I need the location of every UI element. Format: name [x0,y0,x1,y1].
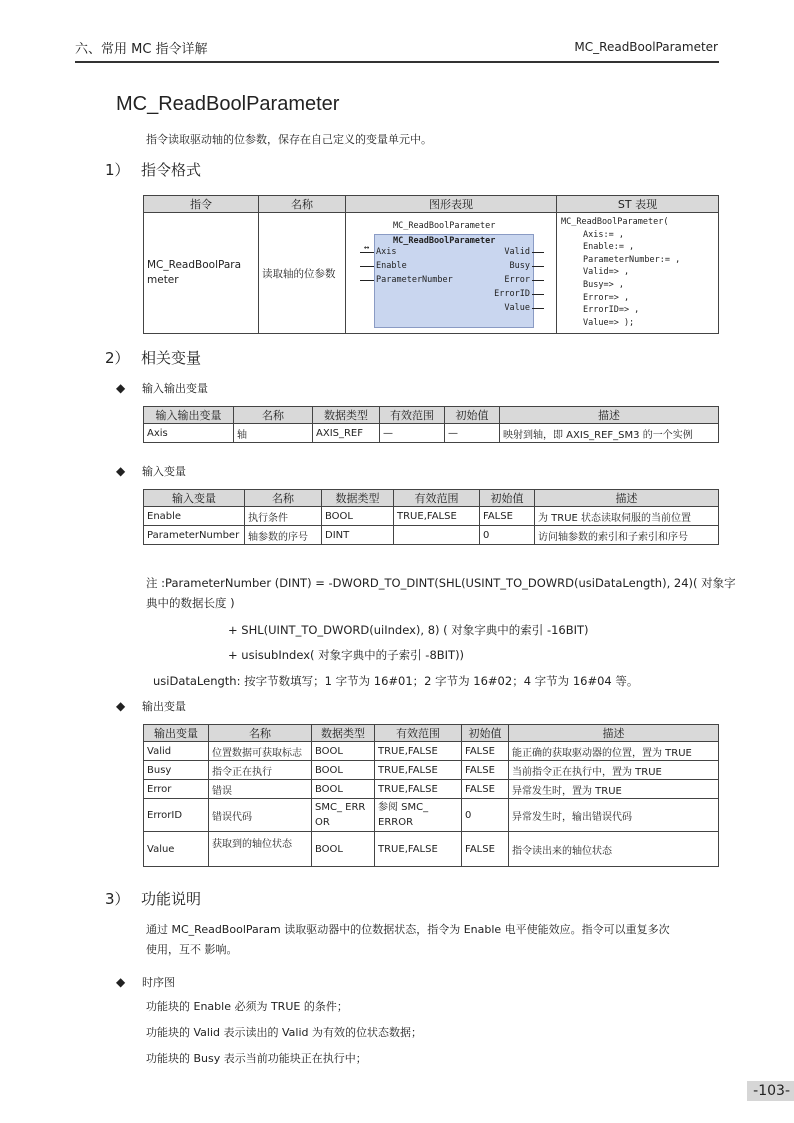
table-cell: 异常发生时，输出错误代码 [509,799,719,832]
col-header: 输出变量 [144,725,209,742]
col-header: 名称 [259,196,346,213]
col-header: 输入变量 [144,490,245,507]
table-cell: FALSE [480,507,535,526]
table-cell: 异常发生时，置为 TRUE [509,780,719,799]
name-cell: 读取轴的位参数 [259,213,346,334]
table-cell: 获取到的轴位状态 [209,832,312,867]
block-header: MC_ReadBoolParameter [393,236,496,246]
output-pin: Value [504,303,530,313]
st-code [561,216,714,329]
table-cell [394,526,480,545]
section-label: 功能说明 [141,890,202,908]
st-cell [557,213,719,334]
st-line: Error=> , [583,292,630,303]
page-title: MC_ReadBoolParameter [116,93,340,115]
table-row [144,780,719,799]
table-cell: TRUE,FALSE [394,507,480,526]
intro-text: 指令读取驱动轴的位参数，保存在自己定义的变量单元中。 [146,133,432,146]
timing-line: 功能块的 Valid 表示读出的 Valid 为有效的位状态数据； [146,1026,422,1039]
table-row [144,424,719,443]
st-line: Busy=> , [583,279,624,290]
output-line [532,266,544,267]
table-cell: 为 TRUE 状态读取伺服的当前位置 [535,507,719,526]
st-line: Value=> ); [583,317,635,328]
table-cell: 能正确的获取驱动器的位置，置为 TRUE [509,742,719,761]
table-row [144,526,719,545]
col-header: 初始值 [480,490,535,507]
table-cell: BOOL [312,742,375,761]
table-cell: 错误 [209,780,312,799]
table-cell: Axis [144,424,234,443]
table-cell: 错误代码 [209,799,312,832]
table-row [144,832,719,867]
st-line: Enable:= , [583,242,635,253]
col-header: 初始值 [462,725,509,742]
table-cell: DINT [322,526,394,545]
table-cell: BOOL [312,832,375,867]
st-line: MC_ReadBoolParameter( [561,217,669,227]
input-line [360,280,374,281]
function-desc-line-1: 通过 MC_ReadBoolParam 读取驱动器中的位数据状态，指令为 Enable 电平使能效应。指令可以重复多次 [146,923,670,936]
table-cell: 执行条件 [245,507,322,526]
table-cell: FALSE [462,761,509,780]
col-header: 名称 [245,490,322,507]
table-cell: BOOL [322,507,394,526]
table-cell: 指令读出来的轴位状态 [509,832,719,867]
col-header: 描述 [535,490,719,507]
st-line: Valid=> , [583,267,630,278]
col-header: 图形表现 [346,196,557,213]
table-cell: Enable [144,507,245,526]
section-label: 指令格式 [141,161,202,179]
bullet-label: 输入输出变量 [142,382,208,395]
section-label: 相关变量 [141,349,202,367]
table-cell: FALSE [462,832,509,867]
input-pin: ParameterNumber [376,275,453,285]
table-cell: SMC_ ERROR [312,799,375,832]
function-desc-line-2: 使用，互不 影响。 [146,943,238,956]
table-row [144,799,719,832]
graphic-cell [346,213,557,334]
section-heading-vars [105,347,201,368]
section-number: 1） [105,161,130,179]
instruction-name: MC_ReadBoolParameter [147,259,242,286]
bullet-in-vars [116,463,186,479]
table-cell: 访问轴参数的索引和子索引和序号 [535,526,719,545]
diamond-bullet-icon: ◆ [116,975,126,989]
note-line-5: usiDataLength: 按字节数填写；1 字节为 16#01；2 字节为 16#02；4 字节为 16#04 等。 [153,674,639,688]
col-header: 有效范围 [380,407,445,424]
note-line-3: + SHL(UINT_TO_DWORD(uiIndex), 8) ( 对象字典中的索引 -16BIT) [228,623,589,637]
col-header: 名称 [209,725,312,742]
col-header: 描述 [500,407,719,424]
out-vars-table [143,724,719,867]
function-block-diagram [346,214,552,332]
table-row [144,507,719,526]
col-header: 初始值 [445,407,500,424]
note-line-1: 注 :ParameterNumber (DINT) = -DWORD_TO_DINT(SHL(USINT_TO_DOWRD(usiDataLength), 24)( 对象字 [146,576,736,590]
col-header: 输入输出变量 [144,407,234,424]
in-vars-table [143,489,719,545]
instruction-cell [144,213,259,334]
bullet-io-vars [116,380,208,396]
bullet-label: 时序图 [142,976,175,989]
inout-arrow-icon: ↔ [364,243,370,253]
st-line: ErrorID=> , [583,305,640,316]
table-cell: — [380,424,445,443]
section-heading-format [105,159,201,180]
table-cell: Valid [144,742,209,761]
table-cell: AXIS_REF [313,424,380,443]
bullet-label: 输入变量 [142,465,186,478]
note-line-2: 典中的数据长度 ) [146,596,235,610]
diamond-bullet-icon: ◆ [116,464,126,478]
output-pin: ErrorID [494,289,530,299]
table-cell: 0 [462,799,509,832]
col-header: 数据类型 [312,725,375,742]
timing-line: 功能块的 Enable 必须为 TRUE 的条件； [146,1000,348,1013]
table-cell: TRUE,FALSE [375,761,462,780]
table-cell: FALSE [462,742,509,761]
table-cell: TRUE,FALSE [375,742,462,761]
diamond-bullet-icon: ◆ [116,699,126,713]
table-row [144,761,719,780]
page-number: -103- [747,1081,794,1101]
table-cell: BOOL [312,761,375,780]
st-line: ParameterNumber:= , [583,254,681,265]
header-instruction-name: MC_ReadBoolParameter [574,40,718,54]
input-pin: Enable [376,261,407,271]
table-cell: Busy [144,761,209,780]
section-number: 3） [105,890,130,908]
table-cell: — [445,424,500,443]
table-cell: Value [144,832,209,867]
table-cell: TRUE,FALSE [375,780,462,799]
diamond-bullet-icon: ◆ [116,381,126,395]
table-cell: TRUE,FALSE [375,832,462,867]
bullet-timing [116,974,175,990]
table-cell: 轴 [234,424,313,443]
col-header: 有效范围 [375,725,462,742]
chapter-header: 六、常用 MC 指令详解 [75,42,208,57]
col-header: 数据类型 [313,407,380,424]
table-cell: BOOL [312,780,375,799]
output-pin: Error [504,275,530,285]
table-cell: 位置数据可获取标志 [209,742,312,761]
output-line [532,294,544,295]
table-cell: ErrorID [144,799,209,832]
section-heading-function [105,888,201,909]
timing-line: 功能块的 Busy 表示当前功能块正在执行中； [146,1052,367,1065]
input-line [360,266,374,267]
block-title: MC_ReadBoolParameter [393,221,496,231]
format-table [143,195,719,334]
io-vars-table [143,406,719,443]
table-cell: 轴参数的序号 [245,526,322,545]
table-cell: ParameterNumber [144,526,245,545]
table-cell: 映射到轴，即 AXIS_REF_SM3 的一个实例 [500,424,719,443]
bullet-label: 输出变量 [142,700,186,713]
col-header: 指令 [144,196,259,213]
output-pin: Valid [504,247,530,257]
table-cell: 指令正在执行 [209,761,312,780]
col-header: ST 表现 [557,196,719,213]
note-line-4: + usisubIndex( 对象字典中的子索引 -8BIT)) [228,648,465,662]
output-line [532,280,544,281]
table-cell: 当前指令正在执行中，置为 TRUE [509,761,719,780]
output-line [532,252,544,253]
output-line [532,308,544,309]
table-cell: Error [144,780,209,799]
table-cell: 参阅 SMC_ ERROR [375,799,462,832]
section-number: 2） [105,349,130,367]
col-header: 有效范围 [394,490,480,507]
input-line [360,252,374,253]
table-cell: 0 [480,526,535,545]
col-header: 描述 [509,725,719,742]
table-row [144,742,719,761]
header-rule [75,61,719,63]
output-pin: Busy [509,261,530,271]
col-header: 名称 [234,407,313,424]
input-pin: Axis [376,247,397,257]
bullet-out-vars [116,698,186,714]
st-line: Axis:= , [583,229,624,240]
table-cell: FALSE [462,780,509,799]
col-header: 数据类型 [322,490,394,507]
